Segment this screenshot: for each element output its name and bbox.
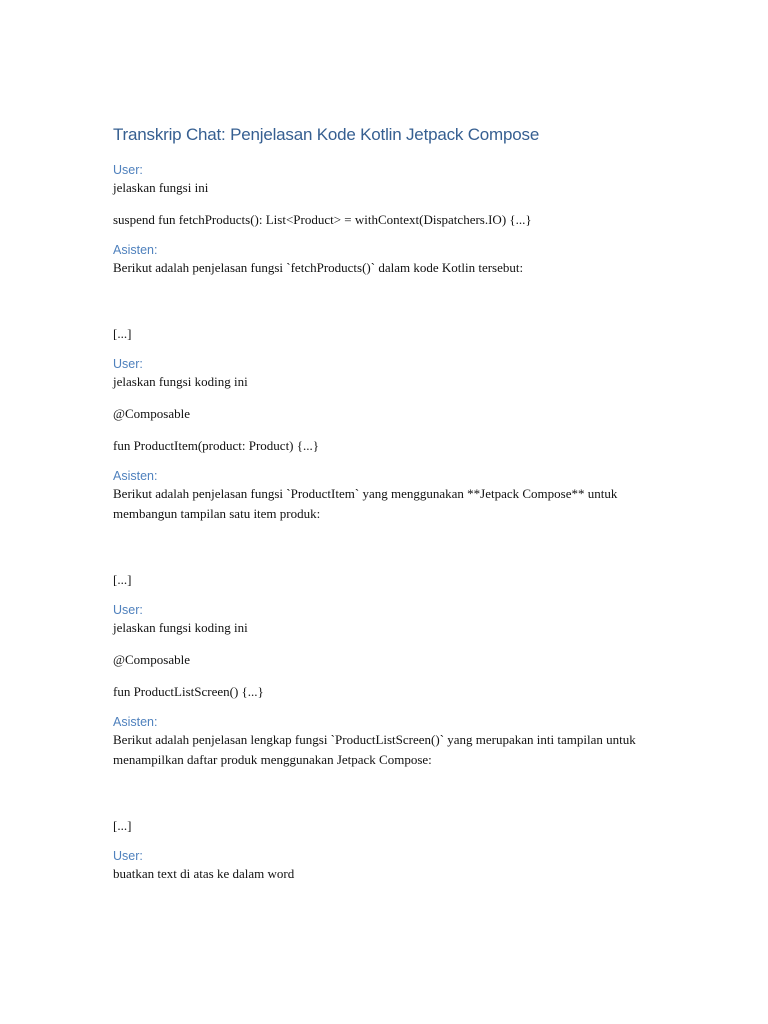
document-body — [113, 124, 673, 884]
user-message: buatkan text di atas ke dalam word — [113, 866, 295, 881]
omitted-ellipsis: [...] — [113, 326, 132, 341]
omitted-ellipsis: [...] — [113, 572, 132, 587]
user-code-line: fun ProductListScreen() {...} — [113, 684, 264, 699]
user-label: User: — [113, 849, 143, 863]
user-label: User: — [113, 163, 143, 177]
user-code-line: suspend fun fetchProducts(): List<Product> = withContext(Dispatchers.IO) {...} — [113, 212, 532, 227]
user-message: jelaskan fungsi ini — [113, 180, 209, 195]
user-code-line: fun ProductItem(product: Product) {...} — [113, 438, 319, 453]
user-message: jelaskan fungsi koding ini — [113, 374, 248, 389]
assistant-message: Berikut adalah penjelasan lengkap fungsi `ProductListScreen()` yang merupakan inti tampilan untuk menampilkan daftar produk menggunakan Jetpack Compose: — [113, 732, 636, 767]
assistant-label: Asisten: — [113, 469, 158, 483]
user-message: jelaskan fungsi koding ini — [113, 620, 248, 635]
user-label: User: — [113, 357, 143, 371]
assistant-message: Berikut adalah penjelasan fungsi `ProductItem` yang menggunakan **Jetpack Compose** untuk membangun tampilan satu item produk: — [113, 486, 618, 521]
user-code-line: @Composable — [113, 652, 190, 667]
document-title: Transkrip Chat: Penjelasan Kode Kotlin Jetpack Compose — [113, 125, 540, 144]
assistant-message: Berikut adalah penjelasan fungsi `fetchProducts()` dalam kode Kotlin tersebut: — [113, 260, 524, 275]
chat-exchange-1 — [113, 162, 673, 344]
user-label: User: — [113, 603, 143, 617]
assistant-label: Asisten: — [113, 243, 158, 257]
chat-exchange-final — [113, 848, 673, 884]
chat-exchange-2 — [113, 356, 673, 590]
omitted-ellipsis: [...] — [113, 818, 132, 833]
chat-exchange-3 — [113, 602, 673, 836]
assistant-label: Asisten: — [113, 715, 158, 729]
user-code-line: @Composable — [113, 406, 190, 421]
